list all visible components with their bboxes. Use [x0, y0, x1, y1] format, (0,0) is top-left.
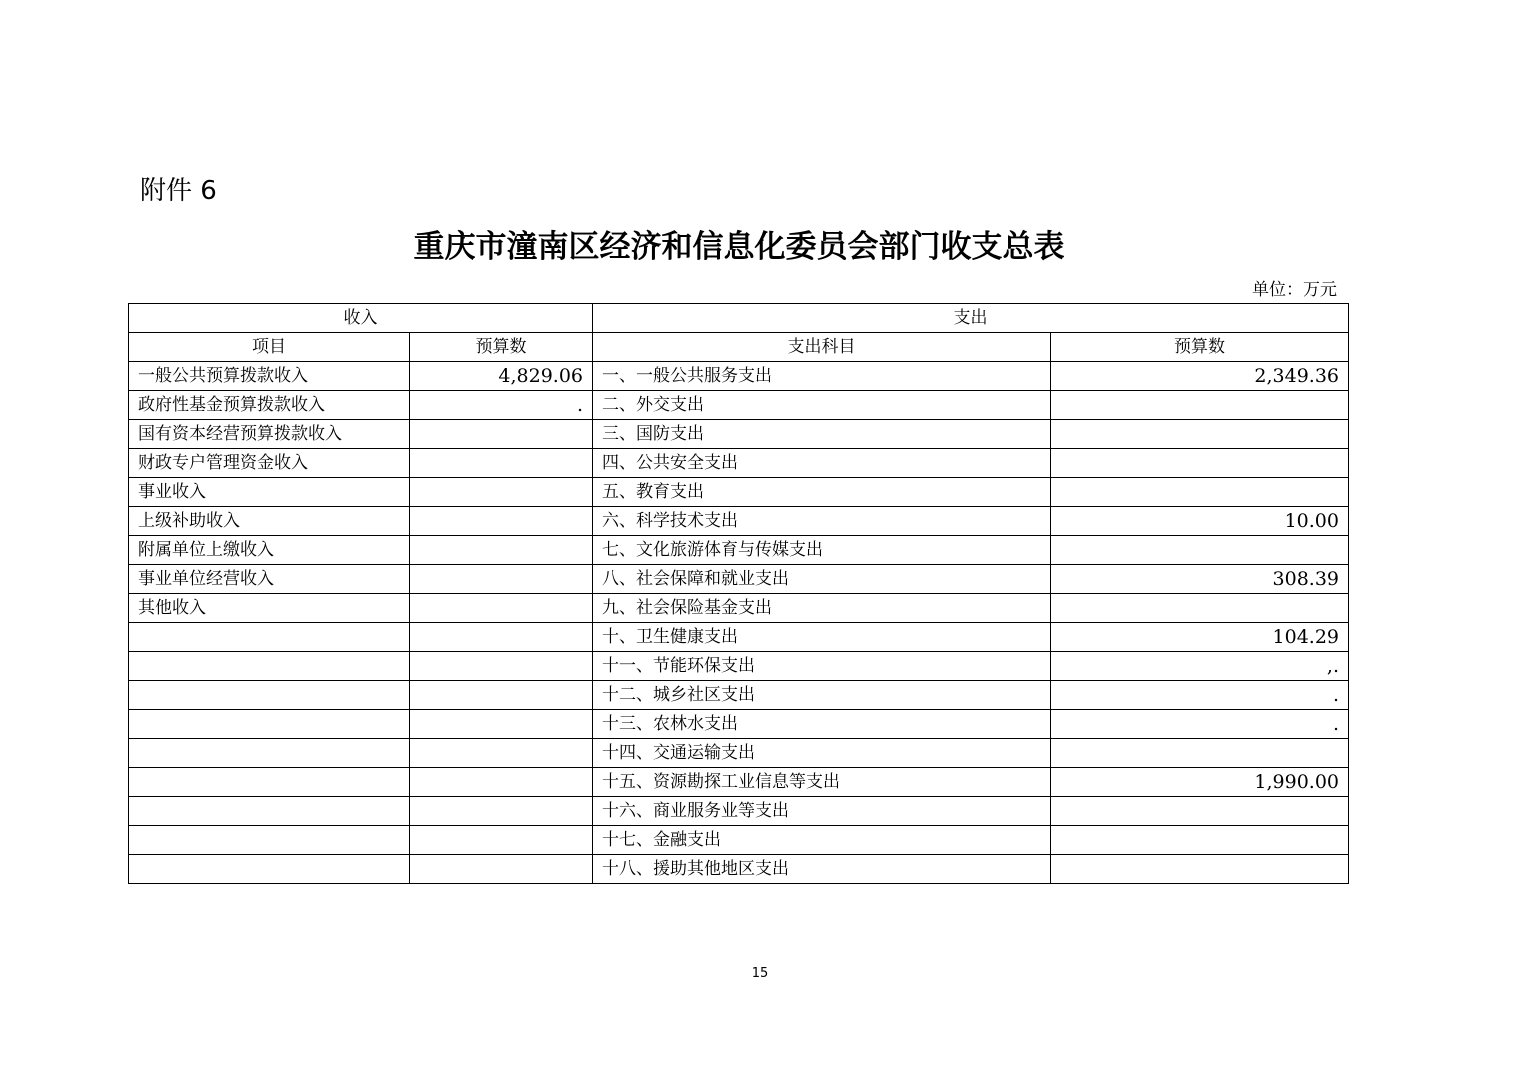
income-item-cell: 事业单位经营收入 — [129, 565, 410, 594]
expense-budget-cell — [1051, 826, 1349, 855]
table-row — [129, 536, 1349, 565]
expense-budget-cell — [1051, 478, 1349, 507]
income-budget-cell — [410, 536, 593, 565]
table-row — [129, 826, 1349, 855]
page-number: 15 — [751, 966, 769, 981]
income-budget-cell: . — [410, 391, 593, 420]
expense-item-cell: 十五、资源勘探工业信息等支出 — [593, 768, 1051, 797]
income-item-cell — [129, 652, 410, 681]
expense-budget-cell: 1,990.00 — [1051, 768, 1349, 797]
income-item-cell: 附属单位上缴收入 — [129, 536, 410, 565]
income-budget-cell — [410, 565, 593, 594]
income-item-cell: 政府性基金预算拨款收入 — [129, 391, 410, 420]
income-item-cell: 一般公共预算拨款收入 — [129, 362, 410, 391]
income-budget-cell — [410, 507, 593, 536]
expense-item-cell: 十八、援助其他地区支出 — [593, 855, 1051, 884]
income-budget-cell: 4,829.06 — [410, 362, 593, 391]
expense-item-cell: 五、教育支出 — [593, 478, 1051, 507]
column-header-row — [129, 333, 1349, 362]
income-budget-cell — [410, 449, 593, 478]
expense-budget-cell — [1051, 449, 1349, 478]
income-budget-cell — [410, 594, 593, 623]
table-row — [129, 797, 1349, 826]
table-row — [129, 362, 1349, 391]
table-row — [129, 594, 1349, 623]
expense-budget-header: 预算数 — [1051, 333, 1349, 362]
income-budget-cell — [410, 739, 593, 768]
expense-budget-cell — [1051, 420, 1349, 449]
expense-item-cell: 十七、金融支出 — [593, 826, 1051, 855]
table-row — [129, 739, 1349, 768]
expense-item-cell: 十三、农林水支出 — [593, 710, 1051, 739]
expense-item-cell: 一、一般公共服务支出 — [593, 362, 1051, 391]
page-title: 重庆市潼南区经济和信息化委员会部门收支总表 — [413, 229, 1065, 265]
income-item-cell: 财政专户管理资金收入 — [129, 449, 410, 478]
income-item-cell — [129, 681, 410, 710]
table-row — [129, 478, 1349, 507]
income-item-cell — [129, 768, 410, 797]
table-row — [129, 623, 1349, 652]
table-row — [129, 855, 1349, 884]
income-budget-cell — [410, 652, 593, 681]
income-item-cell — [129, 623, 410, 652]
expense-budget-cell: 10.00 — [1051, 507, 1349, 536]
income-budget-cell — [410, 478, 593, 507]
expense-budget-cell: . — [1051, 681, 1349, 710]
attachment-label: 附件 6 — [140, 176, 217, 206]
expense-budget-cell — [1051, 797, 1349, 826]
table-row — [129, 768, 1349, 797]
income-budget-cell — [410, 768, 593, 797]
income-item-cell — [129, 710, 410, 739]
income-item-cell — [129, 739, 410, 768]
expense-item-cell: 十二、城乡社区支出 — [593, 681, 1051, 710]
income-budget-cell — [410, 826, 593, 855]
unit-label: 单位：万元 — [1252, 280, 1337, 300]
budget-table — [128, 303, 1349, 884]
expense-item-cell: 十六、商业服务业等支出 — [593, 797, 1051, 826]
table-row — [129, 652, 1349, 681]
expense-item-cell: 九、社会保险基金支出 — [593, 594, 1051, 623]
expense-item-header: 支出科目 — [593, 333, 1051, 362]
income-budget-header: 预算数 — [410, 333, 593, 362]
income-item-cell — [129, 855, 410, 884]
expense-budget-cell: 308.39 — [1051, 565, 1349, 594]
table-row — [129, 449, 1349, 478]
table-row — [129, 710, 1349, 739]
income-budget-cell — [410, 420, 593, 449]
table-row — [129, 681, 1349, 710]
income-budget-cell — [410, 710, 593, 739]
income-item-cell — [129, 826, 410, 855]
table-row — [129, 420, 1349, 449]
income-budget-cell — [410, 797, 593, 826]
income-budget-cell — [410, 855, 593, 884]
expense-budget-cell: 2,349.36 — [1051, 362, 1349, 391]
expense-item-cell: 二、外交支出 — [593, 391, 1051, 420]
income-item-cell: 其他收入 — [129, 594, 410, 623]
expense-item-cell: 七、文化旅游体育与传媒支出 — [593, 536, 1051, 565]
income-group-header: 收入 — [129, 304, 593, 333]
income-budget-cell — [410, 681, 593, 710]
income-item-cell: 事业收入 — [129, 478, 410, 507]
expense-budget-cell: ,. — [1051, 652, 1349, 681]
income-item-header: 项目 — [129, 333, 410, 362]
group-header-row — [129, 304, 1349, 333]
income-budget-cell — [410, 623, 593, 652]
expense-item-cell: 十、卫生健康支出 — [593, 623, 1051, 652]
expense-item-cell: 十一、节能环保支出 — [593, 652, 1051, 681]
expense-item-cell: 三、国防支出 — [593, 420, 1051, 449]
table-row — [129, 507, 1349, 536]
expense-budget-cell: . — [1051, 710, 1349, 739]
expense-budget-cell — [1051, 855, 1349, 884]
expense-item-cell: 八、社会保障和就业支出 — [593, 565, 1051, 594]
income-item-cell: 上级补助收入 — [129, 507, 410, 536]
income-item-cell — [129, 797, 410, 826]
expense-budget-cell — [1051, 739, 1349, 768]
expense-item-cell: 四、公共安全支出 — [593, 449, 1051, 478]
expense-budget-cell — [1051, 594, 1349, 623]
expense-budget-cell — [1051, 391, 1349, 420]
income-item-cell: 国有资本经营预算拨款收入 — [129, 420, 410, 449]
expense-group-header: 支出 — [593, 304, 1349, 333]
table-row — [129, 565, 1349, 594]
expense-budget-cell — [1051, 536, 1349, 565]
expense-budget-cell: 104.29 — [1051, 623, 1349, 652]
table-body — [129, 362, 1349, 884]
table-row — [129, 391, 1349, 420]
expense-item-cell: 六、科学技术支出 — [593, 507, 1051, 536]
expense-item-cell: 十四、交通运输支出 — [593, 739, 1051, 768]
